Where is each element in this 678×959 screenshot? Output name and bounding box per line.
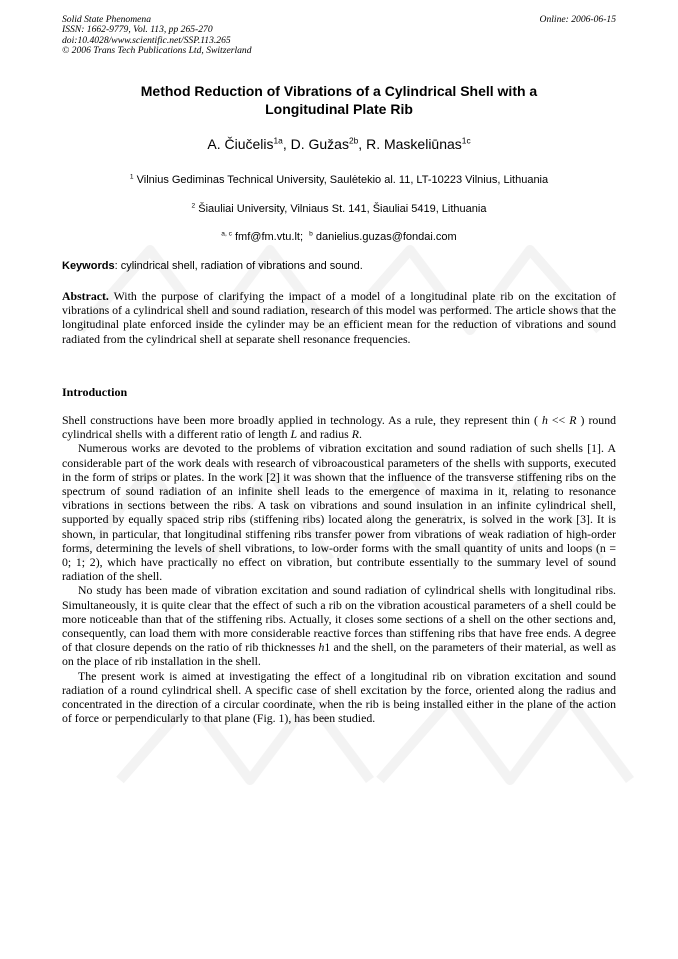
title-line: Longitudinal Plate Rib [265, 101, 413, 117]
text-run: << [547, 413, 570, 427]
copyright-line: © 2006 Trans Tech Publications Ltd, Switzerland [62, 44, 252, 56]
introduction-body [62, 413, 616, 725]
email-mark: a, c [221, 230, 232, 238]
keywords-text: : cylindrical shell, radiation of vibrations and sound. [114, 260, 363, 272]
author-affil-mark: 1c [461, 135, 471, 146]
text-run: ) round cylindrical shells with a different ratio of length [62, 413, 616, 442]
text-run: No study has been made of vibration excitation and sound radiation of cylindrical shells with longitudinal ribs. Simultaneously, it is quite clear that the effect of such a rib on the vibration acoustical parameters of a shell could be more noticeable than that of the stiffening ribs. Actually, it closes some sections of a shell on the other sections and, consequently, can load them with more considerable reactive forces than stiffening ribs that have free ends. A degree of that closure depends on the ratio of rib thicknesses [62, 583, 616, 655]
author-name: R. Maskeliūnas [366, 136, 462, 152]
affil-mark: 1 [129, 173, 134, 181]
journal-header [62, 15, 616, 56]
author-name: D. Gužas [290, 136, 349, 152]
text-run: Shell constructions have been more broadly applied in technology. As a rule, they represent thin ( [62, 413, 542, 427]
paragraph: The present work is aimed at investigating the effect of a longitudinal rib on vibration excitation and sound radiation of a round cylindrical shell. A specific case of shell excitation by the force, oriented along the radius and concentrated in the direction of a circular coordinate, when the rib is being installed either in the plane of the action of force or perpendicularly to that plane (Fig. 1), has been studied. [62, 668, 616, 726]
affil-text: Šiauliai University, Vilniaus St. 141, Šiauliai 5419, Lithuania [198, 203, 487, 215]
paper-title [62, 82, 616, 118]
paragraph: Numerous works are devoted to the problems of vibration excitation and sound radiation of such shells [1]. A considerable part of the work deals with research of vibroacoustical parameters of the shells with supports, executed in the form of strips or plates. In the work [2] it was shown that the influence of the transverse stiffening ribs on the spectrum of sound radiation of an infinite shell leads to the emergence of maxima in it, relating to resonance vibrations in sections between the ribs. A task on vibrations and sound insulation in an infinite cylindrical shell, supported by equally spaced strip ribs (stiffening ribs) located along the generatrix, is solved in the work [3]. It is shown, in particular, that longitudinal stiffening ribs transfer power from vibrations of weak radiation of high-order forms, determining the levels of shell vibrations, to low-order forms with the small quantity of units and loops (n = 0; 1; 2), which have practically no effect on vibration, but contribute essentially to the summary level of sound radiation of the shell. [62, 441, 616, 584]
text-run: 1 and the shell, on the parameters of their material, as well as on the place of rib installation in the shell. [62, 640, 616, 669]
email-address: fmf@fm.vtu.lt; [235, 231, 304, 243]
author-separator: , [358, 136, 367, 152]
title-line: Method Reduction of Vibrations of a Cylindrical Shell with a [140, 83, 538, 99]
abstract-label: Abstract. [62, 289, 109, 303]
author-affil-mark: 2b [348, 135, 359, 146]
affiliation-1 [62, 173, 616, 187]
paragraph [62, 413, 616, 441]
section-heading: Introduction [62, 385, 128, 399]
journal-name: Solid State Phenomena [62, 14, 151, 25]
author-separator: , [282, 136, 291, 152]
math-symbol: h [318, 640, 325, 655]
issn-line: ISSN: 1662-9779, Vol. 113, pp 265-270 [62, 24, 213, 36]
affil-mark: 2 [191, 202, 196, 210]
text-run: . [358, 427, 362, 442]
doi-line: doi:10.4028/www.scientific.net/SSP.113.265 [62, 34, 231, 46]
math-symbol: R [351, 427, 359, 442]
email-mark: b [309, 230, 313, 238]
author-affil-mark: 1a [273, 135, 283, 146]
math-symbol: R [569, 413, 577, 427]
math-symbol: h [541, 413, 548, 427]
email-line [62, 230, 616, 244]
keywords [62, 259, 616, 273]
online-date: Online: 2006-06-15 [539, 14, 616, 25]
author-list [62, 135, 616, 153]
math-symbol: L [290, 427, 298, 442]
author-name: A. Čiučelis [207, 136, 274, 152]
keywords-label: Keywords [62, 260, 115, 272]
affiliation-2 [62, 202, 616, 216]
text-run: and radius [297, 427, 352, 442]
email-address: danielius.guzas@fondai.com [315, 231, 457, 243]
abstract [62, 289, 616, 346]
affil-text: Vilnius Gediminas Technical University, Saulėtekio al. 11, LT-10223 Vilnius, Lithuania [136, 174, 549, 186]
paragraph [62, 583, 616, 668]
abstract-text: With the purpose of clarifying the impact of a model of a longitudinal plate rib on the excitation of vibrations of a cylindrical shell and sound radiation, research of this model was performed. The article shows that the longitudinal plate enforced inside the cylinder may be an efficient mean for the reduction of vibrations and sound radiated from the cylindrical shell at separate shell resonance frequencies. [62, 289, 616, 346]
